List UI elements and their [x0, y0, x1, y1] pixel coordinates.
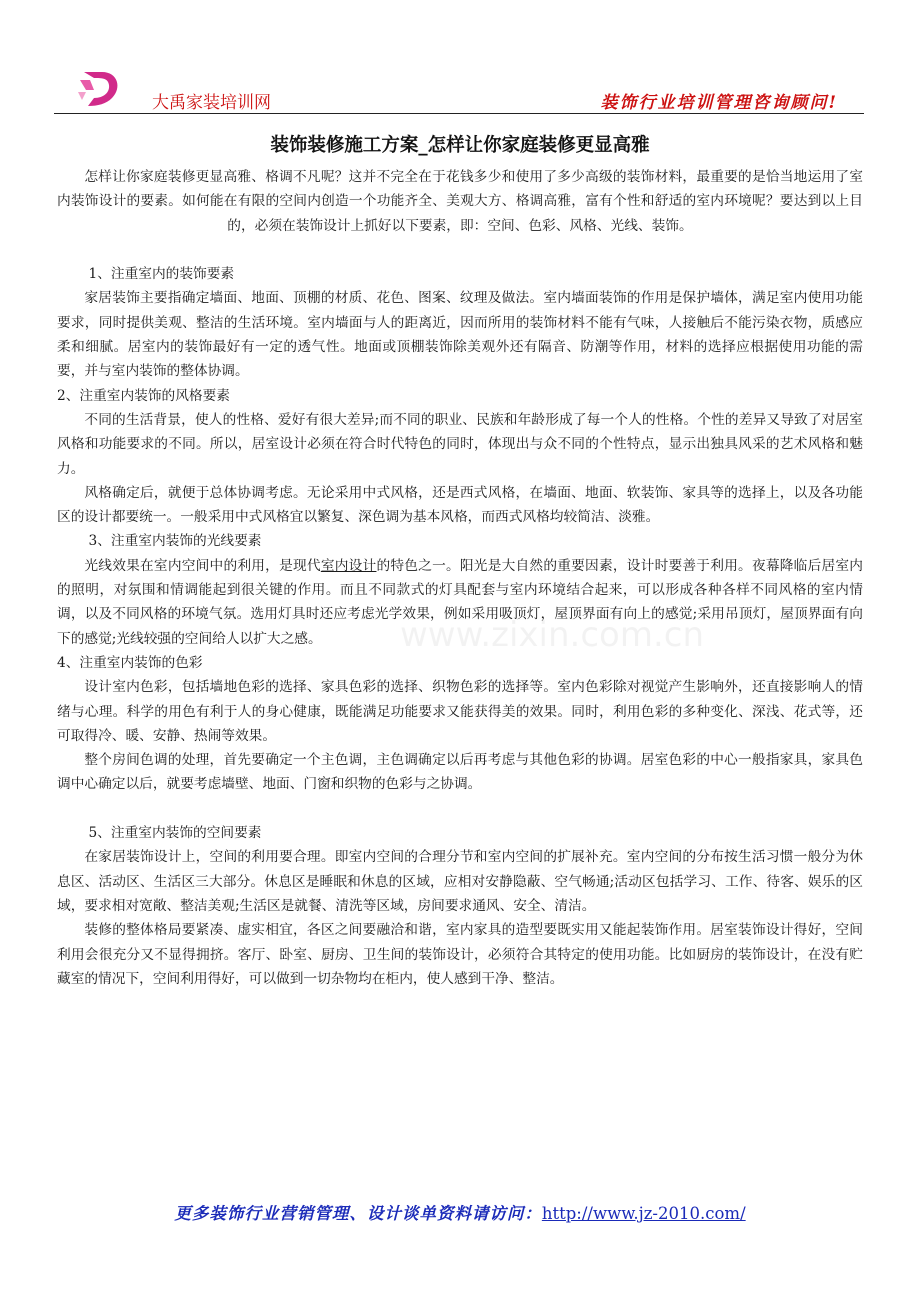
site-name: 大禹家装培训网: [152, 93, 271, 113]
footer-text: 更多装饰行业营销管理、设计谈单资料请访问：: [174, 1204, 542, 1223]
spacer: [57, 797, 863, 821]
watermark: www.zixin.com.cn: [400, 615, 704, 655]
intro-paragraph: 怎样让你家庭装修更显高雅、格调不凡呢？这并不完全在于花钱多少和使用了多少高级的装饰材料，最重要的是恰当地运用了室内装饰设计的要素。如何能在有限的空间内创造一个功能齐全、美观大方、格调高雅，富有个性和舒适的室内环境呢？要达到以上目的，必须在装饰设计上抓好以下要素，即：空间、色彩、风格、光线、装饰。: [57, 169, 863, 234]
page-header: [54, 62, 864, 116]
section-paragraph: 装修的整体格局要紧凑、虚实相宜，各区之间要融洽和谐，室内家具的造型要既实用又能起装饰作用。居室装饰设计得好，空间利用会很充分又不显得拥挤。客厅、卧室、厨房、卫生间的装饰设计，必须符合其特定的使用功能。比如厨房的装饰设计，在没有贮藏室的情况下，空间利用得好，可以做到一切杂物均在柜内，使人感到干净、整洁。: [57, 922, 863, 987]
page-title: 装饰装修施工方案_怎样让你家庭装修更显高雅: [270, 135, 650, 156]
section-heading: 1、注重室内的装饰要素: [88, 266, 235, 283]
section-paragraph: 家居装饰主要指确定墙面、地面、顶棚的材质、花色、图案、纹理及做法。室内墙面装饰的作用是保护墙体，满足室内使用功能要求，同时提供美观、整洁的生活环境。室内墙面与人的距离近，因而所用的装饰材料不能有气味，人接触后不能污染衣物，质感应柔和细腻。居室内的装饰最好有一定的透气性。地面或顶棚装饰除美观外还有隔音、防潮等作用，材料的选择应根据使用功能的需要，并与室内装饰的整体协调。: [57, 290, 863, 380]
article-body: [57, 165, 863, 991]
header-slogan: 装饰行业培训管理咨询顾问!: [600, 93, 838, 113]
spacer: [57, 238, 863, 262]
section-paragraph: 风格确定后，就便于总体协调考虑。无论采用中式风格，还是西式风格，在墙面、地面、软装饰、家具等的选择上，以及各功能区的设计都要统一。一般采用中式风格宜以繁复、深色调为基本风格，而西式风格均较简洁、淡雅。: [57, 484, 863, 526]
paragraph-text: 光线效果在室内空间中的利用，是现代: [84, 557, 321, 574]
section-paragraph: [57, 554, 863, 651]
paragraph-text: 的特色之一。阳光是大自然的重要因素，设计时要善于利用。夜幕降临后居室内的照明，对氛围和情调能起到很关键的作用。而且不同款式的灯具配套与室内环境结合起来，可以形成各种各样不同风格的室内情调，以及不同风格的环境气氛。选用灯具时还应考虑光学效果，例如采用吸顶灯，屋顶界面有向上的感觉;采用吊顶灯，屋顶界面有向下的感觉;光线较强的空间给人以扩大之感。: [57, 557, 863, 647]
dayu-d-logo-icon: [76, 66, 126, 110]
section-paragraph: 整个房间色调的处理，首先要确定一个主色调，主色调确定以后再考虑与其他色彩的协调。居室色彩的中心一般指家具，家具色调中心确定以后，就要考虑墙壁、地面、门窗和织物的色彩与之协调。: [57, 752, 863, 793]
section-heading: 2、注重室内装饰的风格要素: [57, 387, 230, 404]
footer-link[interactable]: http://www.jz-2010.com/: [541, 1204, 746, 1223]
section-paragraph: 在家居装饰设计上，空间的利用要合理。即室内空间的合理分节和室内空间的扩展补充。室内空间的分布按生活习惯一般分为休息区、活动区、生活区三大部分。休息区是睡眠和休息的区域，应相对安静隐蔽、空气畅通;活动区包括学习、工作、待客、娱乐的区域，要求相对宽敞、整洁美观;生活区是就餐、清洗等区域，房间要求通风、安全、清洁。: [57, 849, 863, 914]
section-paragraph: 设计室内色彩，包括墙地色彩的选择、家具色彩的选择、织物色彩的选择等。室内色彩除对视觉产生影响外，还直接影响人的情绪与心理。科学的用色有利于人的身心健康，既能满足功能要求又能获得美的效果。同时，利用色彩的多种变化、深浅、花式等，还可取得冷、暖、安静、热闹等效果。: [57, 679, 863, 744]
section-heading: 5、注重室内装饰的空间要素: [88, 825, 262, 842]
header-divider: [54, 113, 864, 114]
section-heading: 3、注重室内装饰的光线要素: [88, 533, 262, 550]
interior-design-link[interactable]: 室内设计: [320, 557, 377, 574]
section-paragraph: 不同的生活背景，使人的性格、爱好有很大差异;而不同的职业、民族和年龄形成了每一个人的性格。个性的差异又导致了对居室风格和功能要求的不同。所以，居室设计必须在符合时代特色的同时，体现出与众不同的个性特点，显示出独具风采的艺术风格和魅力。: [57, 411, 863, 477]
section-heading: 4、注重室内装饰的色彩: [57, 654, 203, 671]
page-footer: [0, 1200, 920, 1224]
